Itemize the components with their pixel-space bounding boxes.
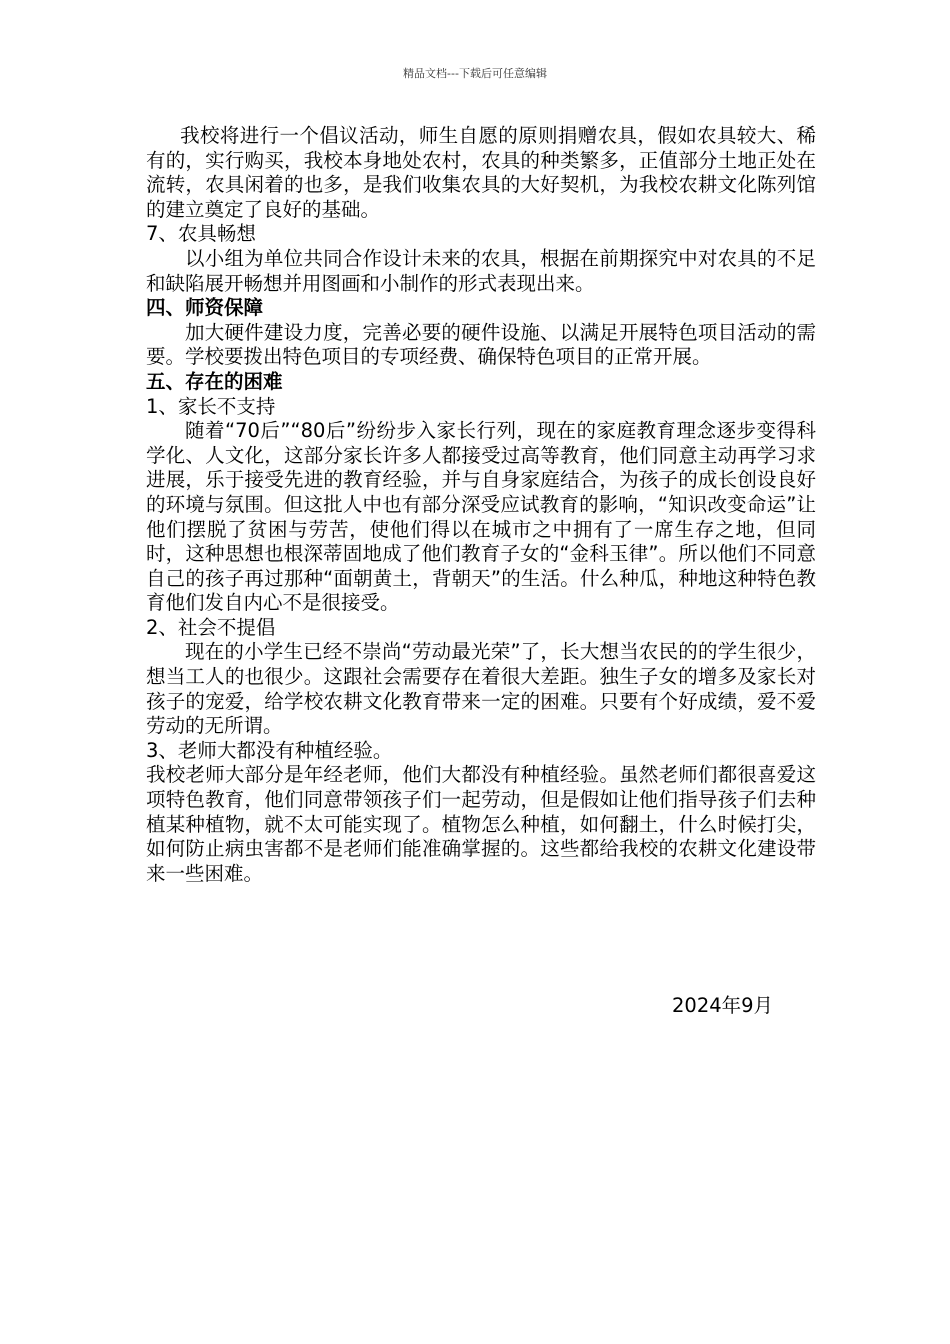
document-body xyxy=(146,124,816,886)
section-title-parents: 1、家长不支持 xyxy=(146,394,276,418)
heading-difficulties: 五、存在的困难 xyxy=(146,369,283,393)
paragraph-teacher-support: 加大硬件建设力度，完善必要的硬件设施、以满足开展特色项目活动的需要。学校要拨出特色项目的专项经费、确保特色项目的正常开展。 xyxy=(146,320,816,369)
paragraph-teachers: 我校老师大部分是年经老师，他们大都没有种植经验。虽然老师们都很喜爱这项特色教育，他们同意带领孩子们一起劳动，但是假如让他们指导孩子们去种植某种植物，就不太可能实现了。植物怎么种植，如何翻土，什么时候打尖，如何防止病虫害都不是老师们能准确掌握的。这些都给我校的农耕文化建设带来一些困难。 xyxy=(146,763,816,885)
heading-teacher-support: 四、师资保障 xyxy=(146,296,264,320)
paragraph-society: 现在的小学生已经不崇尚“劳动最光荣”了，长大想当农民的的学生很少，想当工人的也很少。这跟社会需要存在着很大差距。独生子女的增多及家长对孩子的宠爱，给学校农耕文化教育带来一定的困难。只要有个好成绩，爱不爱劳动的无所谓。 xyxy=(146,640,816,738)
paragraph-parents: 随着“70后”“80后”纷纷步入家长行列，现在的家庭教育理念逐步变得科学化、人文化，这部分家长许多人都接受过高等教育，他们同意主动再学习求进展，乐于接受先进的教育经验，并与自身家庭结合，为孩子的成长创设良好的环境与氛围。但这批人中也有部分深受应试教育的影响，“知识改变命运”让他们摆脱了贫困与劳苦，使他们得以在城市之中拥有了一席生存之地，但同时，这种思想也根深蒂固地成了他们教育子女的“金科玉律”。所以他们不同意自己的孩子再过那种“面朝黄土，背朝天”的生活。什么种瓜，种地这种特色教育他们发自内心不是很接受。 xyxy=(146,419,816,615)
document-date: 2024年9月 xyxy=(672,994,774,1017)
page-header: 精品文档---下载后可任意编辑 xyxy=(403,67,547,80)
paragraph-tool-imagination: 以小组为单位共同合作设计未来的农具，根据在前期探究中对农具的不足和缺陷展开畅想并用图画和小制作的形式表现出来。 xyxy=(146,246,816,295)
section-title-teachers: 3、老师大都没有种植经验。 xyxy=(146,738,393,762)
section-title-society: 2、社会不提倡 xyxy=(146,615,276,639)
section-title-tool-imagination: 7、农具畅想 xyxy=(146,222,256,246)
paragraph-donation: 我校将进行一个倡议活动，师生自愿的原则捐赠农具，假如农具较大、稀有的，实行购买，我校本身地处农村，农具的种类繁多，正值部分土地正处在流转，农具闲着的也多，是我们收集农具的大好契机，为我校农耕文化陈列馆的建立奠定了良好的基础。 xyxy=(146,124,816,221)
